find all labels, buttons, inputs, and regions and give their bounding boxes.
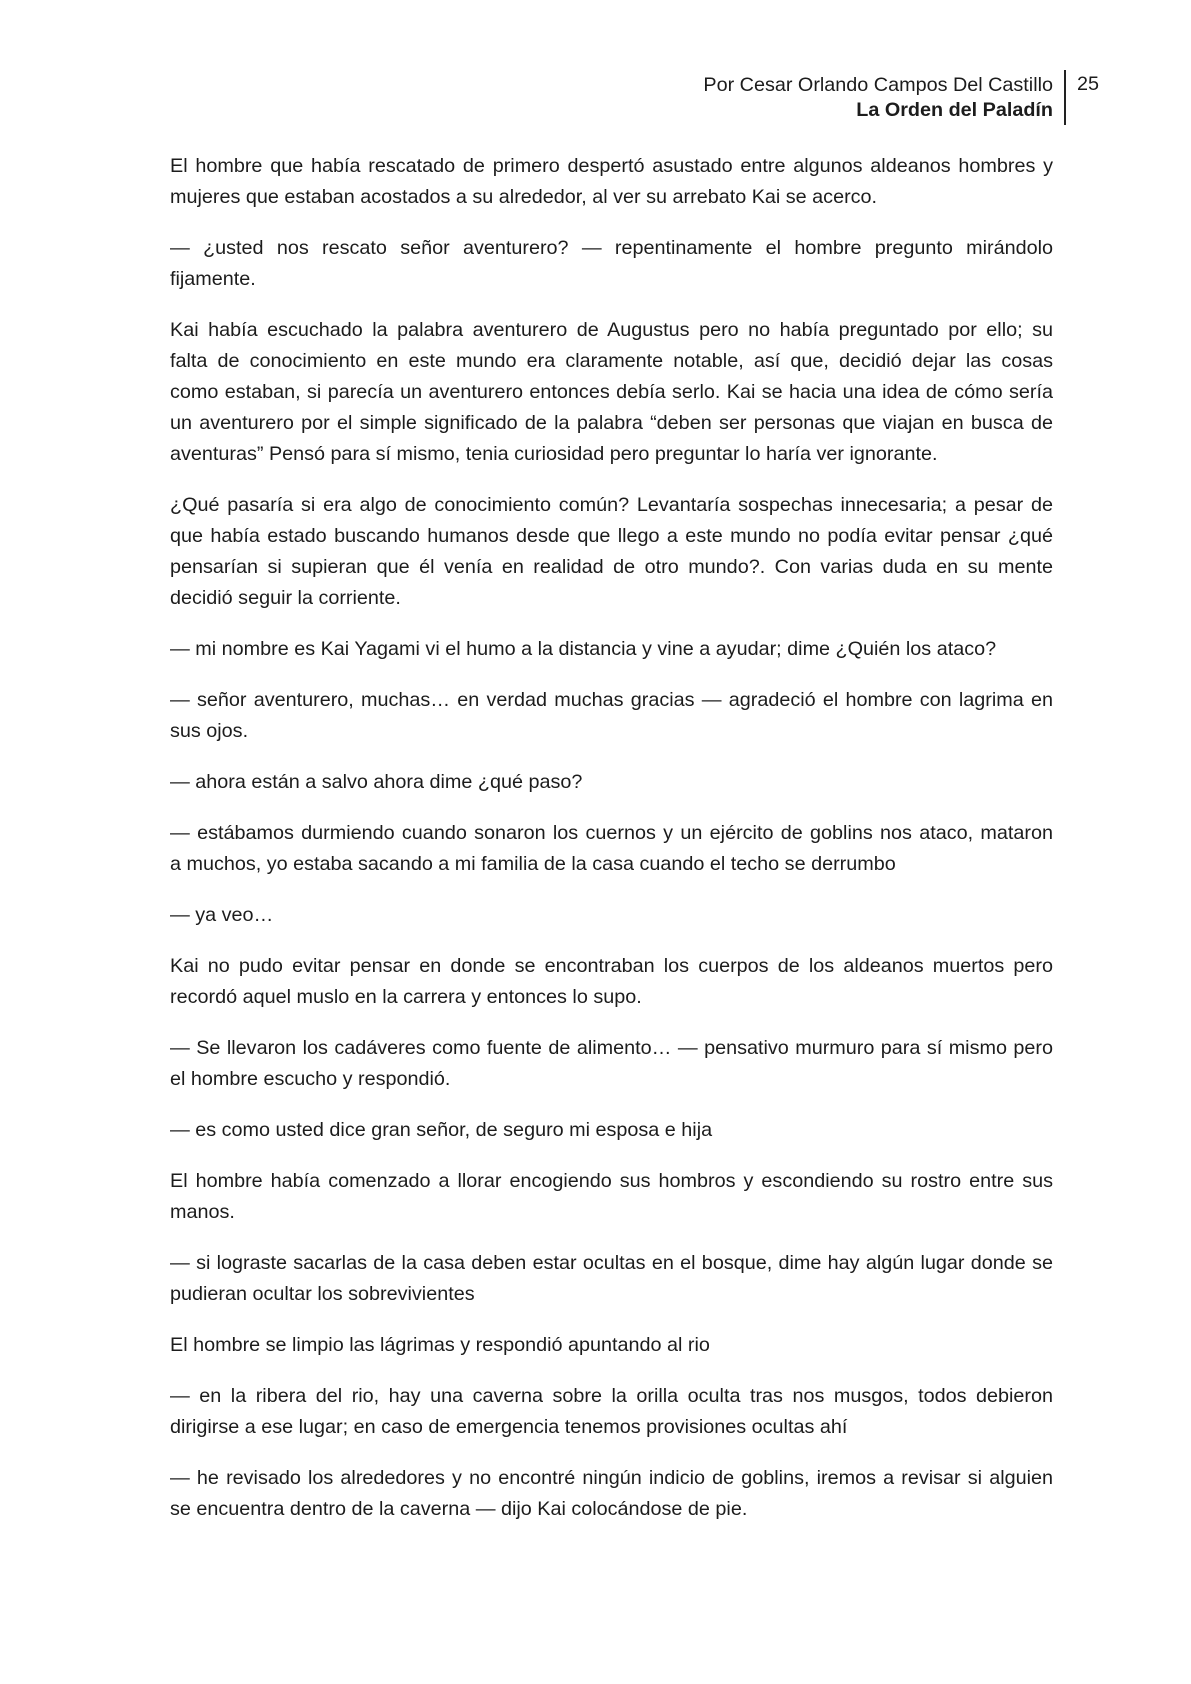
paragraph xyxy=(170,767,1053,798)
text-line: — ya veo… xyxy=(170,904,274,926)
text-line: — mi nombre es Kai Yagami vi el humo a la distancia y vine a ayudar; dime ¿Quién los ataco? xyxy=(170,638,997,660)
text-line: — es como usted dice gran señor, de seguro mi esposa e hija xyxy=(170,1119,713,1141)
paragraph xyxy=(170,1330,1053,1361)
body-text xyxy=(170,151,1053,1545)
paragraph xyxy=(170,818,1053,880)
text-line: que había estado buscando humanos desde que llego a este mundo no podía evitar pensar ¿qué xyxy=(170,525,1053,547)
paragraph xyxy=(170,1248,1053,1310)
paragraph xyxy=(170,315,1053,470)
paragraph xyxy=(170,151,1053,213)
text-line: mujeres que estaban acostados a su alrededor, al ver su arrebato Kai se acerco. xyxy=(170,186,878,208)
header-book-title: La Orden del Paladín xyxy=(856,99,1053,121)
text-line: — si lograste sacarlas de la casa deben estar ocultas en el bosque, dime hay algún lugar donde se xyxy=(170,1252,1053,1274)
text-line: manos. xyxy=(170,1201,235,1223)
paragraph xyxy=(170,634,1053,665)
text-line: decidió seguir la corriente. xyxy=(170,587,401,609)
text-line: falta de conocimiento en este mundo era claramente notable, así que, decidió dejar las cosas xyxy=(170,350,1053,372)
paragraph xyxy=(170,490,1053,614)
paragraph xyxy=(170,1166,1053,1228)
text-line: se encuentra dentro de la caverna — dijo Kai colocándose de pie. xyxy=(170,1498,748,1520)
text-line: — en la ribera del rio, hay una caverna sobre la orilla oculta tras nos musgos, todos debieron xyxy=(170,1385,1053,1407)
text-line: aventuras” Pensó para sí mismo, tenia curiosidad pero preguntar lo haría ver ignorante. xyxy=(170,443,938,465)
text-line: ¿Qué pasaría si era algo de conocimiento común? Levantaría sospechas innecesaria; a pesar de xyxy=(170,494,1053,516)
page-number: 25 xyxy=(1077,73,1100,95)
paragraph xyxy=(170,233,1053,295)
text-line: fijamente. xyxy=(170,268,256,290)
text-line: como estaban, si parecía un aventurero entonces debía serlo. Kai se hacia una idea de cómo sería xyxy=(170,381,1053,403)
header-divider xyxy=(1064,70,1066,125)
paragraph xyxy=(170,685,1053,747)
text-line: El hombre que había rescatado de primero despertó asustado entre algunos aldeanos hombres y xyxy=(170,155,1053,177)
text-line: pensarían si supieran que él venía en realidad de otro mundo?. Con varias duda en su mente xyxy=(170,556,1053,578)
text-line: — señor aventurero, muchas… en verdad muchas gracias — agradeció el hombre con lagrima en xyxy=(170,689,1053,711)
paragraph xyxy=(170,951,1053,1013)
text-line: — Se llevaron los cadáveres como fuente de alimento… — pensativo murmuro para sí mismo pero xyxy=(170,1037,1053,1059)
text-line: — ¿usted nos rescato señor aventurero? — repentinamente el hombre pregunto mirándolo xyxy=(170,237,1053,259)
text-line: pudieran ocultar los sobrevivientes xyxy=(170,1283,475,1305)
text-line: Kai había escuchado la palabra aventurero de Augustus pero no había preguntado por ello; su xyxy=(170,319,1053,341)
paragraph xyxy=(170,1033,1053,1095)
text-line: sus ojos. xyxy=(170,720,249,742)
text-line: — estábamos durmiendo cuando sonaron los cuernos y un ejército de goblins nos ataco, mataron xyxy=(170,822,1053,844)
text-line: recordó aquel muslo en la carrera y entonces lo supo. xyxy=(170,986,642,1008)
running-header xyxy=(703,73,1053,123)
text-line: — ahora están a salvo ahora dime ¿qué paso? xyxy=(170,771,583,793)
text-line: a muchos, yo estaba sacando a mi familia de la casa cuando el techo se derrumbo xyxy=(170,853,896,875)
paragraph xyxy=(170,1463,1053,1525)
text-line: dirigirse a ese lugar; en caso de emergencia tenemos provisiones ocultas ahí xyxy=(170,1416,848,1438)
paragraph xyxy=(170,1381,1053,1443)
header-author: Por Cesar Orlando Campos Del Castillo xyxy=(703,74,1053,96)
paragraph xyxy=(170,1115,1053,1146)
text-line: un aventurero por el simple significado de la palabra “deben ser personas que viajan en busca de xyxy=(170,412,1053,434)
text-line: — he revisado los alrededores y no encontré ningún indicio de goblins, iremos a revisar si alguien xyxy=(170,1467,1053,1489)
paragraph xyxy=(170,900,1053,931)
text-line: El hombre se limpio las lágrimas y respondió apuntando al rio xyxy=(170,1334,710,1356)
text-line: Kai no pudo evitar pensar en donde se encontraban los cuerpos de los aldeanos muertos pero xyxy=(170,955,1053,977)
text-line: El hombre había comenzado a llorar encogiendo sus hombros y escondiendo su rostro entre sus xyxy=(170,1170,1053,1192)
text-line: el hombre escucho y respondió. xyxy=(170,1068,451,1090)
